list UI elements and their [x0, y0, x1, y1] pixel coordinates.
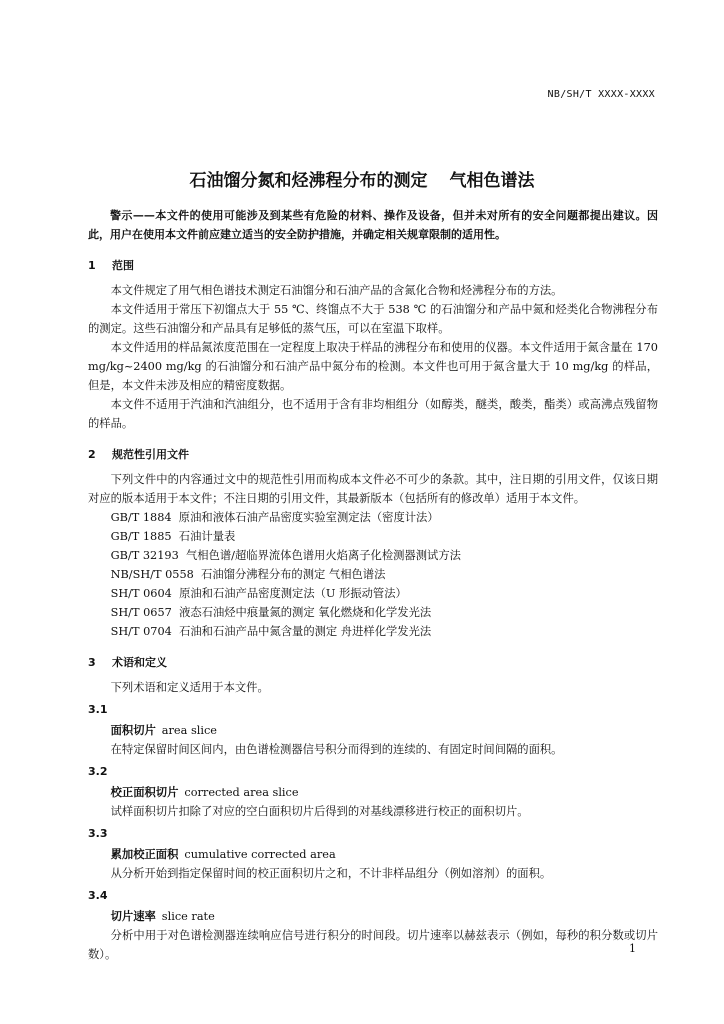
terms-intro: 下列术语和定义适用于本文件。 [110, 681, 269, 694]
reference-item: GB/T 1884 原油和液体石油产品密度实验室测定法（密度计法） [110, 511, 439, 524]
reference-item: SH/T 0704 石油和石油产品中氮含量的测定 舟进样化学发光法 [110, 625, 432, 638]
term-definition: 分析中用于对色谱检测器连续响应信号进行积分的时间段。切片速率以赫兹表示（例如，每秒的积分数或切片数）。 [88, 929, 658, 961]
warning-paragraph: 警示——本文件的使用可能涉及到某些有危险的材料、操作及设备，但并未对所有的安全问题都提出建议。因此，用户在使用本文件前应建立适当的安全防护措施，并确定相关规章限制的适用性。 [88, 209, 658, 241]
term-number: 3.4 [88, 889, 108, 902]
document-body [88, 206, 658, 964]
term-definition: 从分析开始到指定保留时间的校正面积切片之和，不计非样品组分（例如溶剂）的面积。 [110, 867, 552, 880]
section-2-heading: 2 规范性引用文件 [88, 448, 189, 461]
scope-paragraph: 本文件不适用于汽油和汽油组分，也不适用于含有非均相组分（如醇类，醚类，酸类，酯类）或高沸点残留物的样品。 [88, 398, 658, 430]
term-heading: 累加校正面积 cumulative corrected area [110, 848, 336, 861]
term-heading: 面积切片 area slice [110, 724, 217, 737]
term-heading: 切片速率 slice rate [110, 910, 215, 923]
term-definition: 试样面积切片扣除了对应的空白面积切片后得到的对基线漂移进行校正的面积切片。 [110, 805, 529, 818]
term-heading: 校正面积切片 corrected area slice [110, 786, 299, 799]
reference-item: NB/SH/T 0558 石油馏分沸程分布的测定 气相色谱法 [110, 568, 386, 581]
section-1-heading: 1 范围 [88, 259, 134, 272]
scope-paragraph: 本文件规定了用气相色谱技术测定石油馏分和石油产品的含氮化合物和烃沸程分布的方法。 [110, 284, 563, 297]
scope-paragraph: 本文件适用的样品氮浓度范围在一定程度上取决于样品的沸程分布和使用的仪器。本文件适用于氮含量在 170 mg/kg~2400 mg/kg 的石油馏分和石油产品中氮分布的检测。本文件也可用于氮含量大于 10 mg/kg 的样品，但是，本文件未涉及相应的精密度数据。 [88, 341, 658, 392]
document-title [0, 166, 724, 191]
reference-item: GB/T 32193 气相色谱/超临界流体色谱用火焰离子化检测器测试方法 [110, 549, 461, 562]
reference-item: SH/T 0604 原油和石油产品密度测定法（U 形振动管法） [110, 587, 407, 600]
page-number: 1 [629, 942, 636, 955]
title-main: 石油馏分氮和烃沸程分布的测定 [189, 171, 428, 191]
term-number: 3.1 [88, 703, 108, 716]
term-definition: 在特定保留时间区间内，由色谱检测器信号积分而得到的连续的、有固定时间间隔的面积。 [110, 743, 563, 756]
references-intro: 下列文件中的内容通过文中的规范性引用而构成本文件必不可少的条款。其中，注日期的引用文件，仅该日期对应的版本适用于本文件；不注日期的引用文件，其最新版本（包括所有的修改单）适用于本文件。 [88, 473, 658, 505]
title-method: 气相色谱法 [449, 171, 535, 191]
term-number: 3.3 [88, 827, 108, 840]
section-3-heading: 3 术语和定义 [88, 656, 167, 669]
standard-code: NB/SH/T XXXX-XXXX [547, 89, 655, 100]
term-number: 3.2 [88, 765, 108, 778]
reference-item: GB/T 1885 石油计量表 [110, 530, 236, 543]
reference-item: SH/T 0657 液态石油烃中痕量氮的测定 氧化燃烧和化学发光法 [110, 606, 432, 619]
scope-paragraph: 本文件适用于常压下初馏点大于 55 ℃、终馏点不大于 538 ℃ 的石油馏分和产品中氮和烃类化合物沸程分布的测定。这些石油馏分和产品具有足够低的蒸气压，可以在室温下取样。 [88, 303, 658, 335]
